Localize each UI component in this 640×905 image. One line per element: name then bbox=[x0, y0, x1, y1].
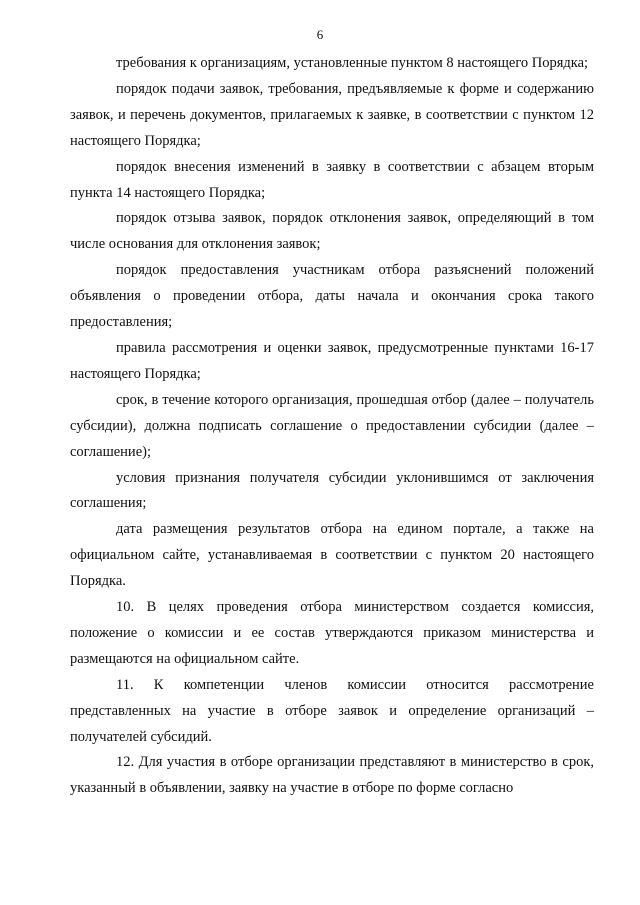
paragraph-evaluation-rules: правила рассмотрения и оценки заявок, предусмотренные пунктами 16-17 настоящего Порядка; bbox=[70, 339, 594, 382]
paragraph-clause-11: 11. К компетенции членов комиссии относится рассмотрение представленных на участие в отборе заявок и определение организаций – получателей субсидий. bbox=[70, 676, 594, 745]
paragraph-results-publication: дата размещения результатов отбора на едином портале, а также на официальном сайте, устанавливаемая в соответствии с пунктом 20 настоящего Порядка. bbox=[70, 521, 594, 590]
paragraph-agreement-deadline: срок, в течение которого организация, прошедшая отбор (далее – получатель субсидии), должна подписать соглашение о предоставлении субсидии (далее – соглашение); bbox=[70, 391, 594, 460]
paragraph-org-requirements: требования к организациям, установленные пунктом 8 настоящего Порядка; bbox=[116, 55, 589, 71]
paragraph-application-procedure: порядок подачи заявок, требования, предъявляемые к форме и содержанию заявок, и перечень документов, прилагаемых к заявке, в соответствии с пунктом 12 настоящего Порядка; bbox=[70, 80, 594, 149]
paragraph-application-changes: порядок внесения изменений в заявку в соответствии с абзацем вторым пункта 14 настоящего Порядка; bbox=[70, 158, 594, 201]
paragraph-application-withdrawal: порядок отзыва заявок, порядок отклонения заявок, определяющий в том числе основания для отклонения заявок; bbox=[70, 210, 594, 253]
paragraph-clause-12: 12. Для участия в отборе организации представляют в министерство в срок, указанный в объявлении, заявку на участие в отборе по форме согласно bbox=[70, 754, 594, 797]
paragraph-evasion-conditions: условия признания получателя субсидии уклонившимся от заключения соглашения; bbox=[70, 469, 594, 512]
document-body bbox=[70, 51, 594, 802]
page-number: 6 bbox=[316, 27, 324, 42]
paragraph-clause-10: 10. В целях проведения отбора министерством создается комиссия, положение о комиссии и ее состав утверждаются приказом министерства и размещаются на официальном сайте. bbox=[70, 599, 594, 667]
paragraph-clarifications: порядок предоставления участникам отбора разъяснений положений объявления о проведении отбора, даты начала и окончания срока такого предоставления; bbox=[70, 262, 594, 331]
